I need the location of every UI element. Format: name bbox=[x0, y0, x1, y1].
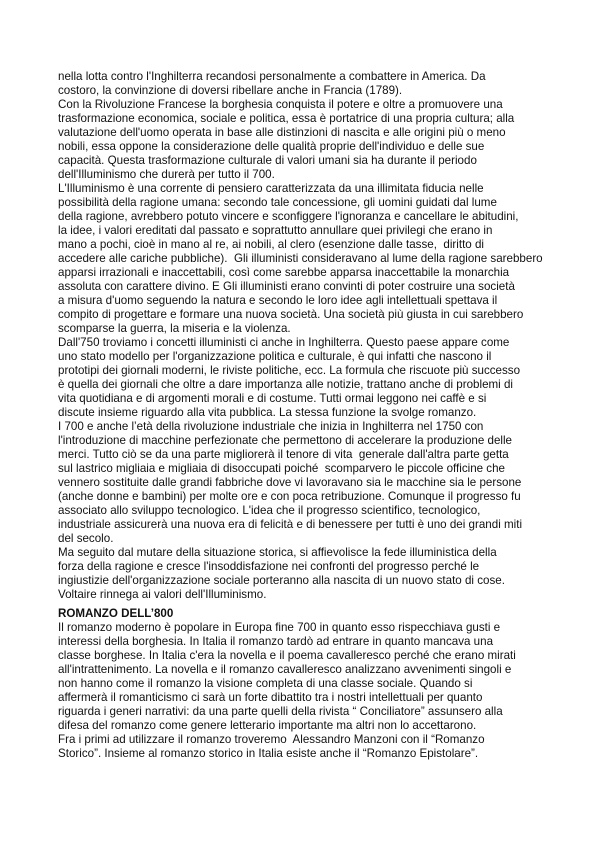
text-line: la idee, i valori ereditati dal passato e soprattutto annullare quei privilegi che erano in bbox=[58, 224, 493, 237]
text-line: Il romanzo moderno è popolare in Europa fine 700 in quanto esso rispecchiava gusti e bbox=[58, 621, 501, 634]
text-line: sul lastrico migliaia e migliaia di disoccupati poiché scomparvero le piccole officine che bbox=[58, 462, 506, 475]
text-line: uno stato modello per l'organizzazione politica e culturale, è qui infatti che nascono il bbox=[58, 350, 492, 363]
text-line: apparsi irrazionali e inaccettabili, così come sarebbe apparsa inaccettabile la monarchia bbox=[58, 266, 510, 279]
text-line: classe borghese. In Italia c'era la novella e il poema cavalleresco perché che erano mirati bbox=[58, 649, 516, 662]
text-line: dell'Illuminismo che durerà per tutto il 700. bbox=[58, 168, 275, 181]
text-line: affermerà il romanticismo ci sarà un forte dibattito tra i nostri intellettuali per quanto bbox=[58, 691, 483, 704]
text-line: accedere alle cariche pubbliche). Gli illuministi consideravano al lume della ragione sarebbero bbox=[58, 252, 543, 265]
text-line: è quella dei giornali che oltre a dare importanza alle notizie, trattano anche di problemi di bbox=[58, 378, 514, 391]
text-line: nobili, essa oppone la considerazione delle qualità proprie dell'individuo e delle sue bbox=[58, 140, 485, 153]
text-line: difesa del romanzo come genere letterario importante ma altri non lo accettarono. bbox=[58, 719, 477, 732]
text-line: discute insieme riguardo alla vita pubblica. La stessa funzione la svolge romanzo. bbox=[58, 406, 477, 419]
text-line: l'introduzione di macchine perfezionate che permettono di accelerare la produzione delle bbox=[58, 434, 513, 447]
text-line: Con la Rivoluzione Francese la borghesia conquista il potere e oltre a promuovere una bbox=[58, 98, 503, 111]
text-line: a misura d'uomo seguendo la natura e secondo le loro idee agli intellettuali spettava il bbox=[58, 294, 498, 307]
text-line: industriale assicurerà una nuova era di felicità e di benessere per tutti è uno dei grandi miti bbox=[58, 518, 523, 531]
text-line: Fra i primi ad utilizzare il romanzo troveremo Alessandro Manzoni con il “Romanzo bbox=[58, 733, 485, 746]
text-line: valutazione dell'uomo operata in base alle distinzioni di nascita e alle origini più o meno bbox=[58, 126, 506, 139]
text-line: compito di progettare e formare una nuova società. Una società più giusta in cui sarebbero bbox=[58, 308, 524, 321]
text-line: all'intrattenimento. La novella e il romanzo cavalleresco analizzano avvenimenti singoli e bbox=[58, 663, 512, 676]
text-line: capacità. Questa trasformazione culturale di valori umani sia ha durante il periodo bbox=[58, 154, 477, 167]
text-line: riguarda i generi narrativi: da una parte quelli della rivista “ Conciliatore” assunsero alla bbox=[58, 705, 503, 718]
text-line: vennero sostituite dalle grandi fabbriche dove vi lavoravano sia le macchine sia le persone bbox=[58, 476, 522, 489]
text-line: ingiustizie dell'organizzazione sociale porteranno alla nascita di un nuovo stato di cose. bbox=[58, 574, 505, 587]
text-line: non hanno come il romanzo la visione completa di una classe sociale. Quando si bbox=[58, 677, 473, 690]
text-line: prototipi dei giornali moderni, le riviste politiche, ecc. La formula che riscuote più successo bbox=[58, 364, 521, 377]
text-line: assoluta con carattere divino. E Gli illuministi erano convinti di poter costruire una società bbox=[58, 280, 515, 293]
text-line: I 700 e anche l’età della rivoluzione industriale che inizia in Inghilterra nel 1750 con bbox=[58, 420, 484, 433]
text-line: vita quotidiana e di argomenti morali e di costume. Tutti ormai leggono nei caffè e si bbox=[58, 392, 487, 405]
text-line: nella lotta contro l'Inghilterra recandosi personalmente a combattere in America. Da bbox=[58, 70, 486, 83]
text-line: L'Illuminismo è una corrente di pensiero caratterizzata da una illimitata fiducia nelle bbox=[58, 182, 484, 195]
section-heading: ROMANZO DELL’800 bbox=[58, 607, 174, 620]
text-line: forza della ragione e cresce l'insoddisfazione nei confronti del progresso perché le bbox=[58, 560, 480, 573]
text-line: Voltaire rinnega ai valori dell'Illuminismo. bbox=[58, 588, 267, 601]
text-line: merci. Tutto ciò se da una parte migliorerà il tenore di vita generale dall'altra parte getta bbox=[58, 448, 509, 461]
text-line: associato allo sviluppo tecnologico. L'idea che il progresso scientifico, tecnologico, bbox=[58, 504, 481, 517]
text-line: Ma seguito dal mutare della situazione storica, si affievolisce la fede illuministica della bbox=[58, 546, 497, 559]
text-line: interessi della borghesia. In Italia il romanzo tardò ad entrare in quanto mancava una bbox=[58, 635, 494, 648]
text-line: costoro, la convinzione di doversi ribellare anche in Francia (1789). bbox=[58, 84, 403, 97]
text-line: (anche donne e bambini) per molte ore e con poca retribuzione. Comunque il progresso fu bbox=[58, 490, 521, 503]
text-line: del secolo. bbox=[58, 532, 114, 545]
text-line: Storico”. Insieme al romanzo storico in Italia esiste anche il “Romanzo Epistolare”. bbox=[58, 747, 479, 760]
text-line: scomparse la guerra, la miseria e la violenza. bbox=[58, 322, 291, 335]
text-line: Dall'750 troviamo i concetti illuministi ci anche in Inghilterra. Questo paese appare come bbox=[58, 336, 510, 349]
text-line: trasformazione economica, sociale e politica, essa è portatrice di una propria cultura; alla bbox=[58, 112, 515, 125]
text-line: possibilità della ragione umana: secondo tale concessione, gli uomini guidati dal lume bbox=[58, 196, 497, 209]
text-line: della ragione, avrebbero potuto vincere e sconfiggere l'ignoranza e cancellare le abitudini, bbox=[58, 210, 519, 223]
text-line: mano a pochi, cioè in mano al re, ai nobili, al clero (esenzione dalle tasse, diritto di bbox=[58, 238, 484, 251]
